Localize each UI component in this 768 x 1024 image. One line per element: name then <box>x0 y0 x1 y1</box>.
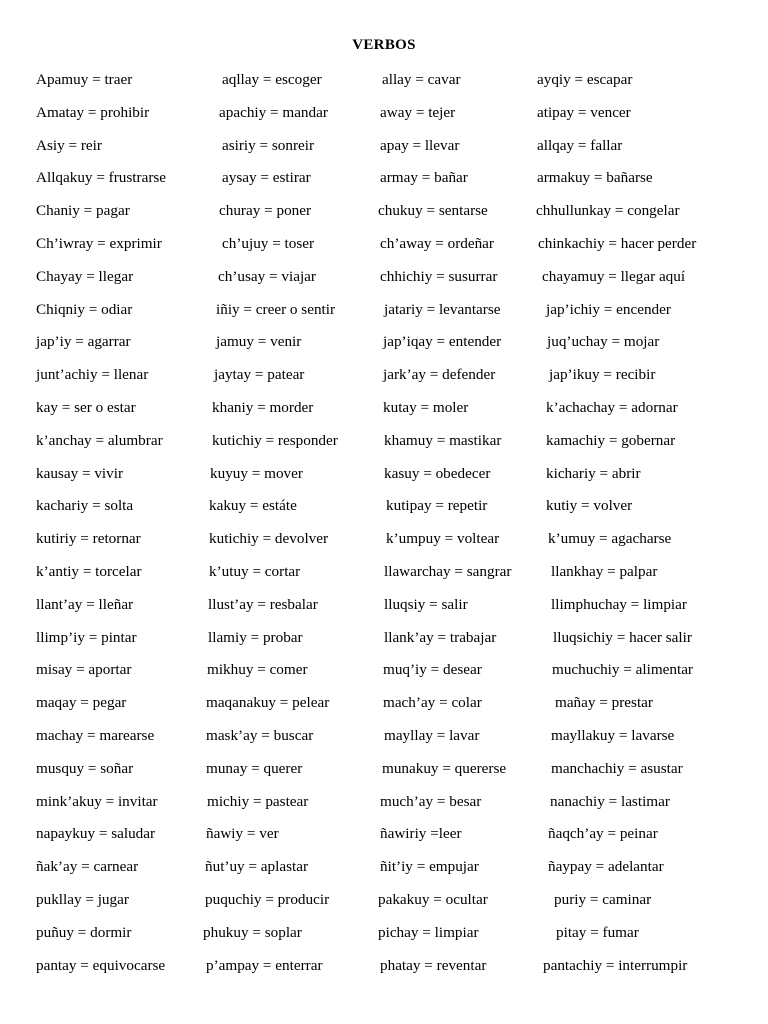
verb-entry: llimphuchay = limpiar <box>551 596 687 613</box>
verb-row <box>0 104 768 128</box>
verb-entry: phatay = reventar <box>380 957 487 974</box>
verb-row <box>0 661 768 685</box>
verb-entry: Allqakuy = frustrarse <box>36 169 167 186</box>
verb-entry: pichay = limpiar <box>378 924 479 941</box>
verb-entry: chukuy = sentarse <box>378 202 488 219</box>
verb-entry: lluqsichiy = hacer salir <box>553 629 692 646</box>
verb-entry: mask’ay = buscar <box>206 727 314 744</box>
verb-entry: jap’iqay = entender <box>383 333 502 350</box>
verb-entry: aysay = estirar <box>222 169 311 186</box>
verb-entry: kay = ser o estar <box>36 399 136 416</box>
verb-entry: mañay = prestar <box>555 694 653 711</box>
verb-row <box>0 891 768 915</box>
verb-entry: p’ampay = enterrar <box>206 957 323 974</box>
verb-row <box>0 399 768 423</box>
verb-entry: Chiqniy = odiar <box>36 301 133 318</box>
verb-entry: llawarchay = sangrar <box>384 563 512 580</box>
verb-row <box>0 235 768 259</box>
verb-entry: apay = llevar <box>380 137 460 154</box>
verb-row <box>0 169 768 193</box>
verb-entry: armakuy = bañarse <box>537 169 653 186</box>
verb-entry: puriy = caminar <box>554 891 652 908</box>
verb-entry: chhullunkay = congelar <box>536 202 680 219</box>
verb-entry: Asiy = reir <box>36 137 102 154</box>
verb-entry: mikhuy = comer <box>207 661 308 678</box>
verb-row <box>0 727 768 751</box>
verb-entry: muchuchiy = alimentar <box>552 661 693 678</box>
verb-entry: k’anchay = alumbrar <box>36 432 163 449</box>
verb-entry: churay = poner <box>219 202 312 219</box>
verb-row <box>0 333 768 357</box>
verb-entry: k’achachay = adornar <box>546 399 678 416</box>
verb-entry: pakakuy = ocultar <box>378 891 488 908</box>
verb-row <box>0 530 768 554</box>
verb-row <box>0 563 768 587</box>
verb-entry: away = tejer <box>380 104 456 121</box>
verb-entry: k’umpuy = voltear <box>386 530 500 547</box>
verb-row <box>0 924 768 948</box>
verb-entry: kutipay = repetir <box>386 497 488 514</box>
verb-row <box>0 202 768 226</box>
verb-entry: munakuy = quererse <box>382 760 507 777</box>
verb-entry: chinkachiy = hacer perder <box>538 235 697 252</box>
verb-entry: michiy = pastear <box>207 793 309 810</box>
verb-entry: llamiy = probar <box>208 629 303 646</box>
verb-entry: khaniy = morder <box>212 399 314 416</box>
verb-entry: phukuy = soplar <box>203 924 302 941</box>
verb-entry: nanachiy = lastimar <box>550 793 670 810</box>
verb-row <box>0 629 768 653</box>
verb-entry: maqanakuy = pelear <box>206 694 330 711</box>
verb-row <box>0 497 768 521</box>
verb-entry: maqay = pegar <box>36 694 127 711</box>
verb-entry: puquchiy = producir <box>205 891 330 908</box>
verb-entry: k’utuy = cortar <box>209 563 301 580</box>
verb-row <box>0 301 768 325</box>
verb-entry: llust’ay = resbalar <box>208 596 318 613</box>
verb-row <box>0 596 768 620</box>
verb-entry: kausay = vivir <box>36 465 124 482</box>
verb-entry: lluqsiy = salir <box>384 596 468 613</box>
verb-entry: machay = marearse <box>36 727 155 744</box>
verb-row <box>0 858 768 882</box>
verb-entry: pukllay = jugar <box>36 891 129 908</box>
verb-entry: Apamuy = traer <box>36 71 133 88</box>
verb-entry: allqay = fallar <box>537 137 623 154</box>
verb-entry: jap’ikuy = recibir <box>549 366 656 383</box>
verb-entry: ñaypay = adelantar <box>548 858 664 875</box>
verb-entry: Chayay = llegar <box>36 268 134 285</box>
verb-entry: kutichiy = devolver <box>209 530 329 547</box>
verb-entry: kichariy = abrir <box>546 465 641 482</box>
verb-entry: musquy = soñar <box>36 760 134 777</box>
page-title: VERBOS <box>352 37 416 53</box>
verb-entry: Chaniy = pagar <box>36 202 130 219</box>
verb-row <box>0 366 768 390</box>
verb-entry: manchachiy = asustar <box>551 760 683 777</box>
verb-entry: k’umuy = agacharse <box>548 530 672 547</box>
verb-entry: kutiriy = retornar <box>36 530 141 547</box>
verb-entry: ayqiy = escapar <box>537 71 633 88</box>
verb-entry: ch’ujuy = toser <box>222 235 315 252</box>
verb-entry: pantay = equivocarse <box>36 957 166 974</box>
verb-entry: junt’achiy = llenar <box>36 366 149 383</box>
verb-entry: napaykuy = saludar <box>36 825 156 842</box>
verb-entry: jamuy = venir <box>216 333 302 350</box>
verb-entry: asiriy = sonreir <box>222 137 315 154</box>
verb-entry: ñak’ay = carnear <box>36 858 139 875</box>
verb-entry: ñit’iy = empujar <box>380 858 479 875</box>
verb-entry: ch’usay = viajar <box>218 268 316 285</box>
verb-row <box>0 432 768 456</box>
verb-entry: juq’uchay = mojar <box>547 333 660 350</box>
verb-entry: munay = querer <box>206 760 303 777</box>
verb-entry: jark’ay = defender <box>383 366 496 383</box>
verb-entry: Ch’iwray = exprimir <box>36 235 162 252</box>
verb-row <box>0 957 768 981</box>
verb-row <box>0 825 768 849</box>
verb-entry: kutiy = volver <box>546 497 633 514</box>
verb-entry: llant’ay = lleñar <box>36 596 134 613</box>
verb-entry: allay = cavar <box>382 71 461 88</box>
verb-entry: llimp’iy = pintar <box>36 629 137 646</box>
verb-row <box>0 71 768 95</box>
verb-entry: jap’ichiy = encender <box>546 301 671 318</box>
verb-entry: llank’ay = trabajar <box>384 629 497 646</box>
verb-row <box>0 793 768 817</box>
verb-entry: aqllay = escoger <box>222 71 322 88</box>
verb-entry: mayllay = lavar <box>384 727 480 744</box>
verb-entry: k’antiy = torcelar <box>36 563 142 580</box>
verb-entry: ñawiriy =leer <box>380 825 462 842</box>
verb-entry: apachiy = mandar <box>219 104 328 121</box>
verb-row <box>0 760 768 784</box>
verb-row <box>0 694 768 718</box>
verb-entry: khamuy = mastikar <box>384 432 502 449</box>
verb-entry: Amatay = prohibir <box>36 104 150 121</box>
verb-entry: kuyuy = mover <box>210 465 303 482</box>
verb-entry: kutichiy = responder <box>212 432 338 449</box>
verb-entry: ñaqch’ay = peinar <box>548 825 658 842</box>
verb-entry: iñiy = creer o sentir <box>216 301 336 318</box>
verb-entry: pantachiy = interrumpir <box>543 957 688 974</box>
verb-entry: llankhay = palpar <box>551 563 658 580</box>
verb-entry: ñut’uy = aplastar <box>205 858 309 875</box>
verb-entry: armay = bañar <box>380 169 468 186</box>
verb-row <box>0 465 768 489</box>
verb-entry: much’ay = besar <box>380 793 482 810</box>
verb-entry: chhichiy = susurrar <box>380 268 498 285</box>
verb-entry: jap’iy = agarrar <box>36 333 131 350</box>
verb-entry: puñuy = dormir <box>36 924 132 941</box>
verb-entry: mink’akuy = invitar <box>36 793 158 810</box>
verb-entry: pitay = fumar <box>556 924 639 941</box>
verb-entry: kutay = moler <box>383 399 469 416</box>
verb-entry: muq’iy = desear <box>383 661 482 678</box>
verb-entry: atipay = vencer <box>537 104 631 121</box>
verb-entry: jaytay = patear <box>214 366 305 383</box>
verb-entry: ñawiy = ver <box>206 825 279 842</box>
verb-entry: mach’ay = colar <box>383 694 482 711</box>
verb-entry: mayllakuy = lavarse <box>551 727 675 744</box>
verb-row <box>0 268 768 292</box>
verb-entry: kamachiy = gobernar <box>546 432 676 449</box>
verb-entry: jatariy = levantarse <box>384 301 501 318</box>
verb-row <box>0 137 768 161</box>
verb-entry: kasuy = obedecer <box>384 465 491 482</box>
verb-entry: kachariy = solta <box>36 497 134 514</box>
verb-entry: chayamuy = llegar aquí <box>542 268 686 285</box>
verb-entry: kakuy = estáte <box>209 497 297 514</box>
verb-entry: ch’away = ordeñar <box>380 235 494 252</box>
verb-entry: misay = aportar <box>36 661 132 678</box>
